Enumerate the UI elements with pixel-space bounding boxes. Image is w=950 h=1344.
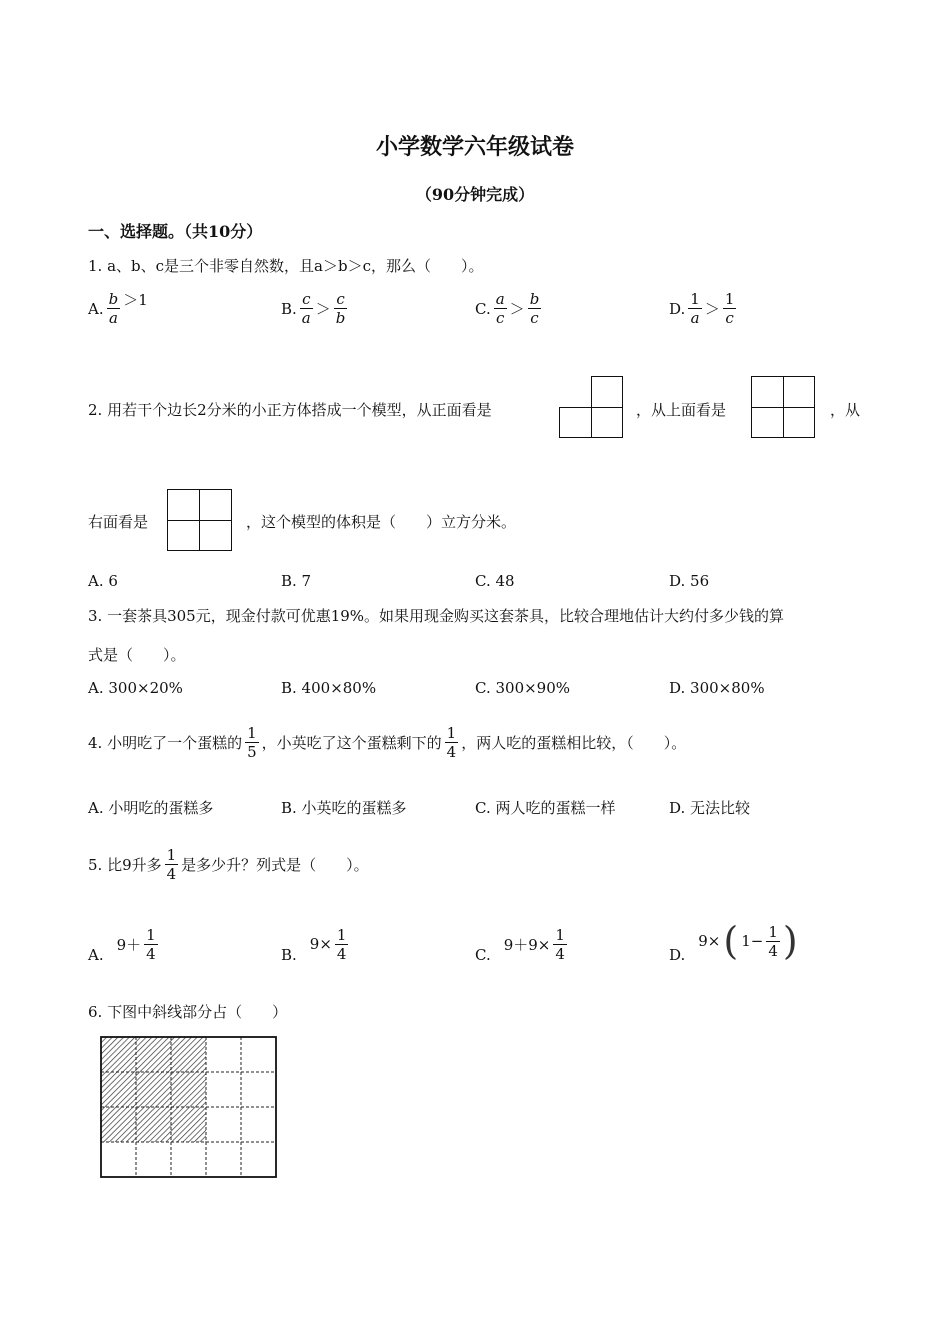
q3-option-b[interactable]: B. 400×80% [281, 679, 377, 697]
q5-option-a[interactable]: A. 9＋ $\frac{1}{4}$ [88, 925, 156, 964]
relation-text: ＞1 [123, 291, 148, 309]
question-1-stem: 1. a、b、c是三个非零自然数，且a＞b＞c，那么（ ）。 [88, 257, 484, 275]
fraction: $\frac{c}{b}$ [335, 290, 346, 327]
question-2-part3: ，从 [830, 401, 861, 419]
option-label: B. [281, 946, 297, 964]
fraction: $\frac{1}{4}$ [768, 922, 778, 960]
shaded-region [101, 1037, 206, 1142]
q5-option-c[interactable]: C. 9＋9× $\frac{1}{4}$ [475, 925, 565, 964]
fraction: $\frac{1}{4}$ [166, 846, 177, 883]
question-3-line2: 式是（ ）。 [88, 646, 186, 664]
q4-option-a[interactable]: A. 小明吃的蛋糕多 [88, 799, 214, 817]
q4-option-b[interactable]: B. 小英吃的蛋糕多 [281, 799, 407, 817]
q3-option-d[interactable]: D. 300×80% [669, 679, 765, 697]
fraction: $\frac{1}{4}$ [446, 724, 457, 761]
fraction: $\frac{1}{4}$ [336, 925, 347, 963]
q2-option-c[interactable]: C. 48 [475, 572, 515, 590]
q2-option-d[interactable]: D. 56 [669, 572, 710, 590]
question-2-part2: ，从上面看是 [636, 401, 727, 419]
fraction: $\frac{c}{a}$ [301, 290, 311, 327]
q1-option-a[interactable] [88, 290, 148, 327]
fraction: $\frac{1}{4}$ [146, 925, 156, 963]
q2-option-b[interactable]: B. 7 [281, 572, 312, 590]
section-heading: 一、选择题。（共10分） [88, 222, 263, 241]
page-title: 小学数学六年级试卷 [375, 134, 574, 160]
option-label: A. [88, 299, 104, 318]
q1-option-b[interactable] [281, 290, 347, 327]
right-paren: ) [782, 919, 798, 963]
option-label: D. [669, 946, 686, 964]
q5-option-b[interactable]: B. 9× $\frac{1}{4}$ [281, 925, 347, 964]
q4-option-d[interactable]: D. 无法比较 [669, 799, 751, 817]
q2-option-a[interactable]: A. 6 [88, 572, 118, 590]
operator: ＞ [704, 300, 720, 318]
fraction: $\frac{1}{c}$ [724, 290, 735, 327]
fraction: $\frac{b}{c}$ [529, 290, 540, 327]
q5-option-d[interactable]: D. 9× ( 1− $\frac{1}{4}$ ) [669, 919, 798, 964]
shaded-grid-figure [98, 1034, 280, 1182]
fraction: $\frac{1}{a}$ [690, 290, 700, 327]
q4-option-c[interactable]: C. 两人吃的蛋糕一样 [475, 799, 616, 817]
operator: ＞ [315, 300, 331, 318]
q3-option-a[interactable]: A. 300×20% [88, 679, 183, 697]
option-label: A. [88, 946, 104, 964]
option-label: B. [281, 299, 297, 318]
question-4-stem: 4. 小明吃了一个蛋糕的 $\frac{1}{5}$ ，小英吃了这个蛋糕剩下的 $\frac{1}{4}$ ，两人吃的蛋糕相比较，（ ）。 [88, 724, 687, 761]
option-label: D. [669, 299, 686, 318]
fraction: $\frac{1}{4}$ [555, 925, 565, 963]
fraction: $\frac{a}{c}$ [495, 290, 505, 327]
q1-option-c[interactable] [475, 290, 541, 327]
left-paren: ( [723, 919, 739, 963]
front-view-figure [559, 376, 623, 438]
page-subtitle: （90分钟完成） [415, 185, 535, 204]
question-2-part5: ，这个模型的体积是（ ）立方分米。 [246, 513, 517, 531]
question-3-line1: 3. 一套茶具305元，现金付款可优惠19%。如果用现金购买这套茶具，比较合理地估计大约付多少钱的算 [88, 607, 785, 625]
fraction: $\frac{1}{5}$ [247, 724, 257, 761]
top-view-figure [751, 376, 815, 438]
question-2-part1: 2. 用若干个边长2分米的小正方体搭成一个模型，从正面看是 [88, 401, 492, 419]
question-5-stem: 5. 比9升多 $\frac{1}{4}$ 是多少升？列式是（ ）。 [88, 846, 369, 883]
fraction: $\frac{b}{a}$ [108, 290, 119, 327]
operator: ＞ [509, 300, 525, 318]
q1-option-d[interactable] [669, 290, 736, 327]
option-label: C. [475, 946, 491, 964]
question-6-stem: 6. 下图中斜线部分占（ ） [88, 1003, 288, 1021]
question-2-part4: 右面看是 [88, 513, 149, 531]
q3-option-c[interactable]: C. 300×90% [475, 679, 571, 697]
right-view-figure [167, 489, 232, 551]
option-label: C. [475, 299, 491, 318]
